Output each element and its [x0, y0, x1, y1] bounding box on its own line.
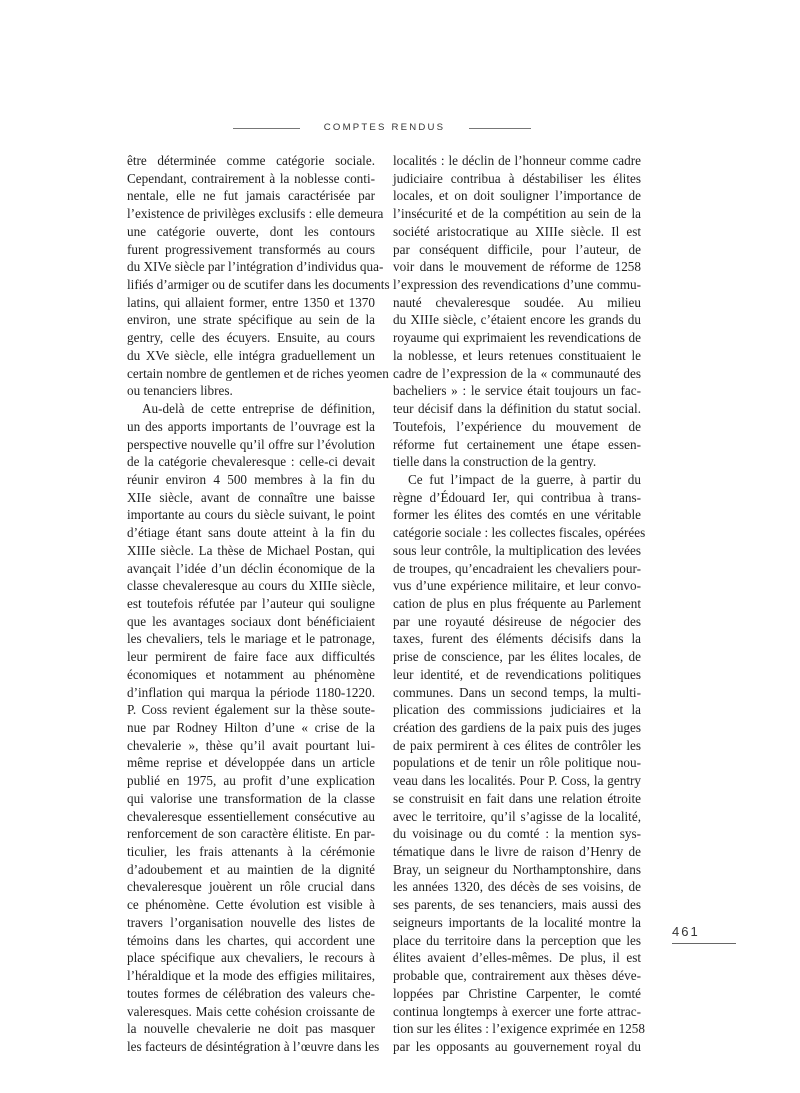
text-line: de troupes, qu’encadraient les chevaliers pour-: [393, 560, 641, 576]
text-line: réforme fut certainement une étape essen-: [393, 436, 641, 452]
text-line: populations et de tenir un rôle politique nou-: [393, 755, 641, 771]
text-line: publié en 1975, au profit d’une explication: [127, 773, 375, 789]
text-line: règne d’Édouard Ier, qui contribua à trans-: [393, 489, 641, 505]
text-line: P. Coss revient également sur la thèse soute-: [127, 702, 375, 718]
text-line: les chevaliers, tels le mariage et le patronage,: [127, 631, 375, 647]
text-line: la noblesse, et leurs retenues constituaient le: [393, 347, 641, 363]
text-line: les facteurs de désintégration à l’œuvre dans les: [127, 1038, 380, 1054]
text-line: environ, une strate spécifique au sein de la: [127, 312, 375, 328]
text-line: place spécifique aux chevaliers, le recours à: [127, 950, 375, 966]
text-line: que les avantages sociaux dont bénéficiaient: [127, 613, 375, 629]
text-line: l’expression des revendications d’une commu-: [393, 277, 641, 293]
text-line: renforcement de son caractère élitiste. En par-: [127, 826, 375, 842]
text-line: nauté chevaleresque soudée. Au milieu: [393, 294, 641, 310]
text-line: les années 1320, des décès de ses voisins, de: [393, 879, 641, 895]
text-line: ses parents, de ses tenanciers, mais aussi des: [393, 897, 641, 913]
text-line: plication des commissions judiciaires et la: [393, 702, 641, 718]
text-line: sous leur contrôle, la multiplication des levées: [393, 542, 641, 558]
text-line: certain nombre de gentlemen et de riches yeomen: [127, 365, 389, 381]
text-line: ou tenanciers libres.: [127, 383, 233, 399]
text-line: économiques et notamment au phénomène: [127, 666, 375, 682]
text-line: du XIIIe siècle, c’étaient encore les grands du: [393, 312, 641, 328]
text-line: tion sur les élites : l’exigence exprimée en 1258: [393, 1021, 645, 1037]
header-rule-left: [233, 128, 300, 129]
text-line: Cependant, contrairement à la noblesse conti-: [127, 170, 375, 186]
text-line: toutes formes de célébration des valeurs che-: [127, 985, 375, 1001]
text-line: continua longtemps à exercer une forte attrac-: [393, 1003, 641, 1019]
text-line: témoins dans les chartes, qui accordent une: [127, 932, 375, 948]
text-line: Bray, un seigneur du Northamptonshire, dans: [393, 861, 641, 877]
text-line: valeresques. Mais cette cohésion croissante de: [127, 1003, 375, 1019]
text-line: lifiés d’armiger ou de scutifer dans les documents: [127, 277, 390, 293]
text-line: de la catégorie chevaleresque : celle-ci devait: [127, 454, 375, 470]
text-line: tielle dans la construction de la gentry.: [393, 454, 597, 470]
text-line: par une royauté désireuse de négocier des: [393, 613, 641, 629]
text-line: localités : le déclin de l’honneur comme cadre: [393, 153, 641, 168]
text-line: d’inflation qui marqua la période 1180-1220.: [127, 684, 375, 700]
text-line: nentale, elle ne fut jamais caractérisée par: [127, 188, 375, 204]
page-number: 461: [672, 924, 700, 939]
text-line: par conséquent difficile, pour l’auteur, de: [393, 241, 641, 257]
text-line: par les opposants au gouvernement royal du: [393, 1038, 641, 1054]
text-line: vus d’une expérience militaire, et leur convo-: [393, 578, 641, 594]
text-line: la nouvelle chevalerie ne doit pas masquer: [127, 1021, 375, 1037]
text-line: loppées par Christine Carpenter, le comté: [393, 985, 641, 1001]
text-line: l’insécurité et de la compétition au sein de la: [393, 206, 641, 222]
text-line: d’adoubement et au maintien de la dignité: [127, 861, 375, 877]
text-line: cadre de l’expression de la « communauté des: [393, 365, 641, 381]
text-line: une catégorie ouverte, dont les contours: [127, 223, 375, 239]
text-line: locales, et on doit souligner l’importance de: [393, 188, 641, 204]
text-line: veau dans les localités. Pour P. Coss, la gentry: [393, 773, 641, 789]
text-line: bacheliers » : le service était toujours un fac-: [393, 383, 641, 399]
text-line: ce phénomène. Cette évolution est visible à: [127, 897, 375, 913]
text-line: est toutefois réfutée par l’auteur qui souligne: [127, 595, 375, 611]
text-column-right: [393, 152, 646, 1056]
text-line: travers l’organisation nouvelle des listes de: [127, 914, 375, 930]
text-line: Au-delà de cette entreprise de définition,: [142, 401, 375, 417]
text-line: du voisinage ou du comté : la mention sys-: [393, 826, 641, 842]
text-line: ticulier, les frais attenants à la cérémonie: [127, 844, 375, 860]
text-line: taxes, furent des éléments décisifs dans la: [393, 631, 641, 647]
text-column-left: [127, 152, 390, 1056]
text-line: former les élites des comtés en une véritable: [393, 507, 641, 523]
text-line: avec le territoire, qu’il s’agisse de la localité,: [393, 808, 641, 824]
text-line: communes. Dans un second temps, la multi-: [393, 684, 641, 700]
text-line: chevaleresque essentiellement consécutive au: [127, 808, 375, 824]
text-line: chevalerie », thèse qu’il avait pourtant lui-: [127, 737, 375, 753]
text-line: nue par Rodney Hilton d’une « crise de la: [127, 720, 375, 735]
text-line: du XIVe siècle par l’intégration d’individus qua-: [127, 259, 384, 275]
text-line: Ce fut l’impact de la guerre, à partir du: [408, 471, 641, 487]
text-line: importante au cours du siècle suivant, le point: [127, 507, 375, 523]
text-line: tématique dans le livre de raison d’Henry de: [393, 844, 641, 860]
text-line: voir dans le mouvement de réforme de 1258: [393, 259, 641, 275]
text-line: Toutefois, l’expérience du mouvement de: [393, 418, 641, 434]
running-head: [0, 121, 800, 135]
page-number-rule: [672, 943, 736, 944]
text-line: leur permirent de faire face aux difficultés: [127, 649, 375, 665]
text-line: chevaleresque jouèrent un rôle crucial dans: [127, 879, 375, 895]
text-line: XIIIe siècle. La thèse de Michael Postan, qui: [127, 542, 375, 558]
text-line: catégorie sociale : les collectes fiscales, opérées: [393, 525, 646, 541]
text-line: création des gardiens de la paix puis des juges: [393, 720, 641, 735]
text-line: cation de plus en plus fréquente au Parlement: [393, 595, 641, 611]
text-line: royaume qui exprimaient les revendications de: [393, 330, 641, 346]
text-line: place du territoire dans la perception que les: [393, 932, 641, 948]
text-line: XIIe siècle, avant de connaître une baisse: [127, 489, 375, 505]
text-line: prise de conscience, par les élites locales, de: [393, 649, 641, 665]
text-line: gentry, celle des écuyers. Ensuite, au cours: [127, 330, 375, 346]
text-line: latins, qui allaient former, entre 1350 et 1370: [127, 294, 375, 310]
text-line: l’héraldique et la mode des effigies militaires,: [127, 968, 375, 984]
text-line: judiciaire contribua à déstabiliser les élites: [393, 170, 641, 186]
text-line: avançait l’idée d’un déclin économique de la: [127, 560, 375, 576]
text-line: classe chevaleresque au cours du XIIIe siècle,: [127, 578, 375, 594]
text-line: furent progressivement transformés au cours: [127, 241, 375, 257]
text-line: se construisit en fait dans une relation étroite: [393, 790, 641, 806]
text-line: d’étiage étant sans doute atteint à la fin du: [127, 525, 375, 541]
text-line: un des apports importants de l’ouvrage est la: [127, 418, 375, 434]
text-line: société aristocratique au XIIIe siècle. Il est: [393, 223, 641, 239]
text-line: leur identité, et de revendications politiques: [393, 666, 641, 682]
text-line: perspective nouvelle qu’il offre sur l’évolution: [127, 436, 375, 452]
text-line: teur décisif dans la définition du statut social.: [393, 401, 641, 417]
text-line: du XVe siècle, elle intégra graduellement un: [127, 347, 375, 363]
text-line: l’existence de privilèges exclusifs : elle demeura: [127, 206, 384, 222]
text-line: probable que, contrairement aux thèses déve-: [393, 968, 641, 984]
text-line: élites avaient d’elles-mêmes. De plus, il est: [393, 950, 641, 966]
text-line: de paix permirent à ces élites de contrôler les: [393, 737, 641, 753]
text-line: même reprise et développée dans un article: [127, 755, 375, 771]
header-rule-right: [469, 128, 531, 129]
text-line: seigneurs importants de la localité montre la: [393, 914, 641, 930]
text-line: être déterminée comme catégorie sociale.: [127, 153, 375, 168]
running-title: COMPTES RENDUS: [323, 122, 446, 133]
text-line: réunir environ 4 500 membres à la fin du: [127, 471, 375, 487]
text-line: qui valorise une transformation de la classe: [127, 790, 375, 806]
